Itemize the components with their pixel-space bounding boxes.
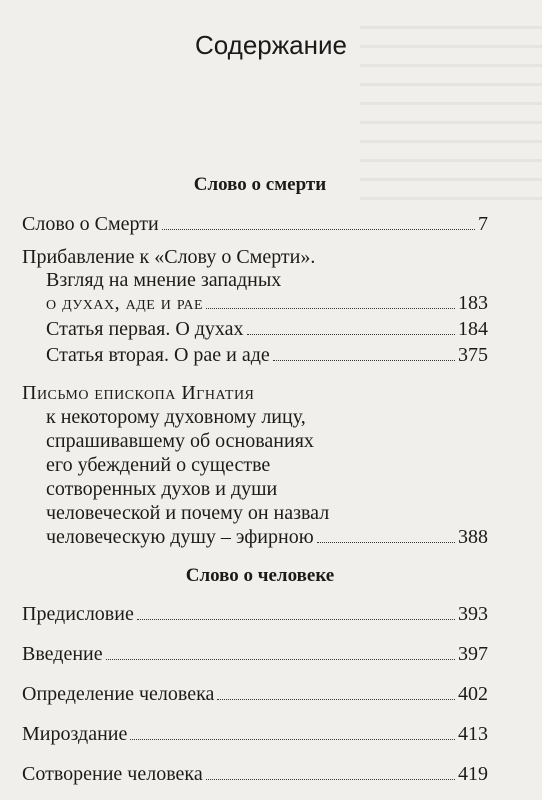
toc-entry-subline: его убеждений о существе — [46, 454, 271, 476]
toc-entry[interactable] — [22, 604, 488, 624]
toc-entry-subline: спрашивавшему об основаниях — [46, 430, 314, 452]
toc-entry-label: Введение — [22, 643, 103, 665]
toc-entry-subline: к некоторому духовному лицу, — [46, 406, 306, 428]
leader-dots — [162, 228, 475, 230]
toc-entry-page: 375 — [458, 344, 488, 366]
leader-dots — [247, 333, 455, 335]
leader-dots — [106, 658, 455, 660]
toc-entry-subline: сотворенных духов и души — [46, 478, 278, 500]
leader-dots — [273, 359, 455, 361]
toc-entry[interactable] — [22, 764, 488, 784]
toc-entry-page: 388 — [458, 526, 488, 548]
toc-entry-label: Статья первая. О духах — [46, 318, 244, 340]
leader-dots — [130, 738, 455, 740]
toc-entry-page: 413 — [458, 723, 488, 745]
toc-entry-page: 7 — [478, 213, 488, 235]
toc-entry-label: Предисловие — [22, 603, 134, 625]
toc-entry-label: Слово о Смерти — [22, 213, 159, 235]
leader-dots — [317, 541, 455, 543]
toc-entry-label: Мироздание — [22, 723, 128, 745]
toc-entry-page: 402 — [458, 683, 488, 705]
toc-entry[interactable] — [46, 345, 488, 365]
leader-dots — [217, 698, 455, 700]
toc-entry[interactable] — [22, 684, 488, 704]
toc-entry[interactable] — [22, 644, 488, 664]
toc-entry-label: Статья вторая. О рае и аде — [46, 344, 270, 366]
toc-entry[interactable] — [46, 319, 488, 339]
toc-entry-label: о духах, аде и рае — [46, 292, 204, 314]
toc-entry-subline: человеческой и почему он назвал — [46, 502, 330, 524]
toc-entry[interactable] — [46, 527, 488, 547]
toc-entry-page: 397 — [458, 643, 488, 665]
toc-entry-page: 184 — [458, 318, 488, 340]
section-heading-man: Слово о человеке — [185, 565, 335, 586]
toc-entry-page: 393 — [458, 603, 488, 625]
page-title: Содержание — [195, 30, 347, 60]
toc-entry[interactable] — [46, 293, 488, 313]
toc-entry[interactable] — [22, 724, 488, 744]
toc-entry[interactable] — [22, 214, 488, 234]
toc-entry-label[interactable]: Письмо епископа Игнатия — [22, 382, 255, 404]
toc-entry-page: 419 — [458, 763, 488, 785]
toc-entry-label: Сотворение человека — [22, 763, 203, 785]
leader-dots — [137, 618, 455, 620]
toc-entry-label: Определение человека — [22, 683, 215, 705]
toc-entry-page: 183 — [458, 292, 488, 314]
section-heading-death: Слово о смерти — [193, 174, 327, 195]
leader-dots — [206, 307, 455, 309]
toc-entry-label[interactable]: Прибавление к «Слову о Смерти». — [22, 246, 316, 268]
toc-entry-subline: Взгляд на мнение западных — [46, 269, 282, 291]
toc-entry-label: человеческую душу – эфирною — [46, 526, 314, 548]
leader-dots — [206, 778, 455, 780]
